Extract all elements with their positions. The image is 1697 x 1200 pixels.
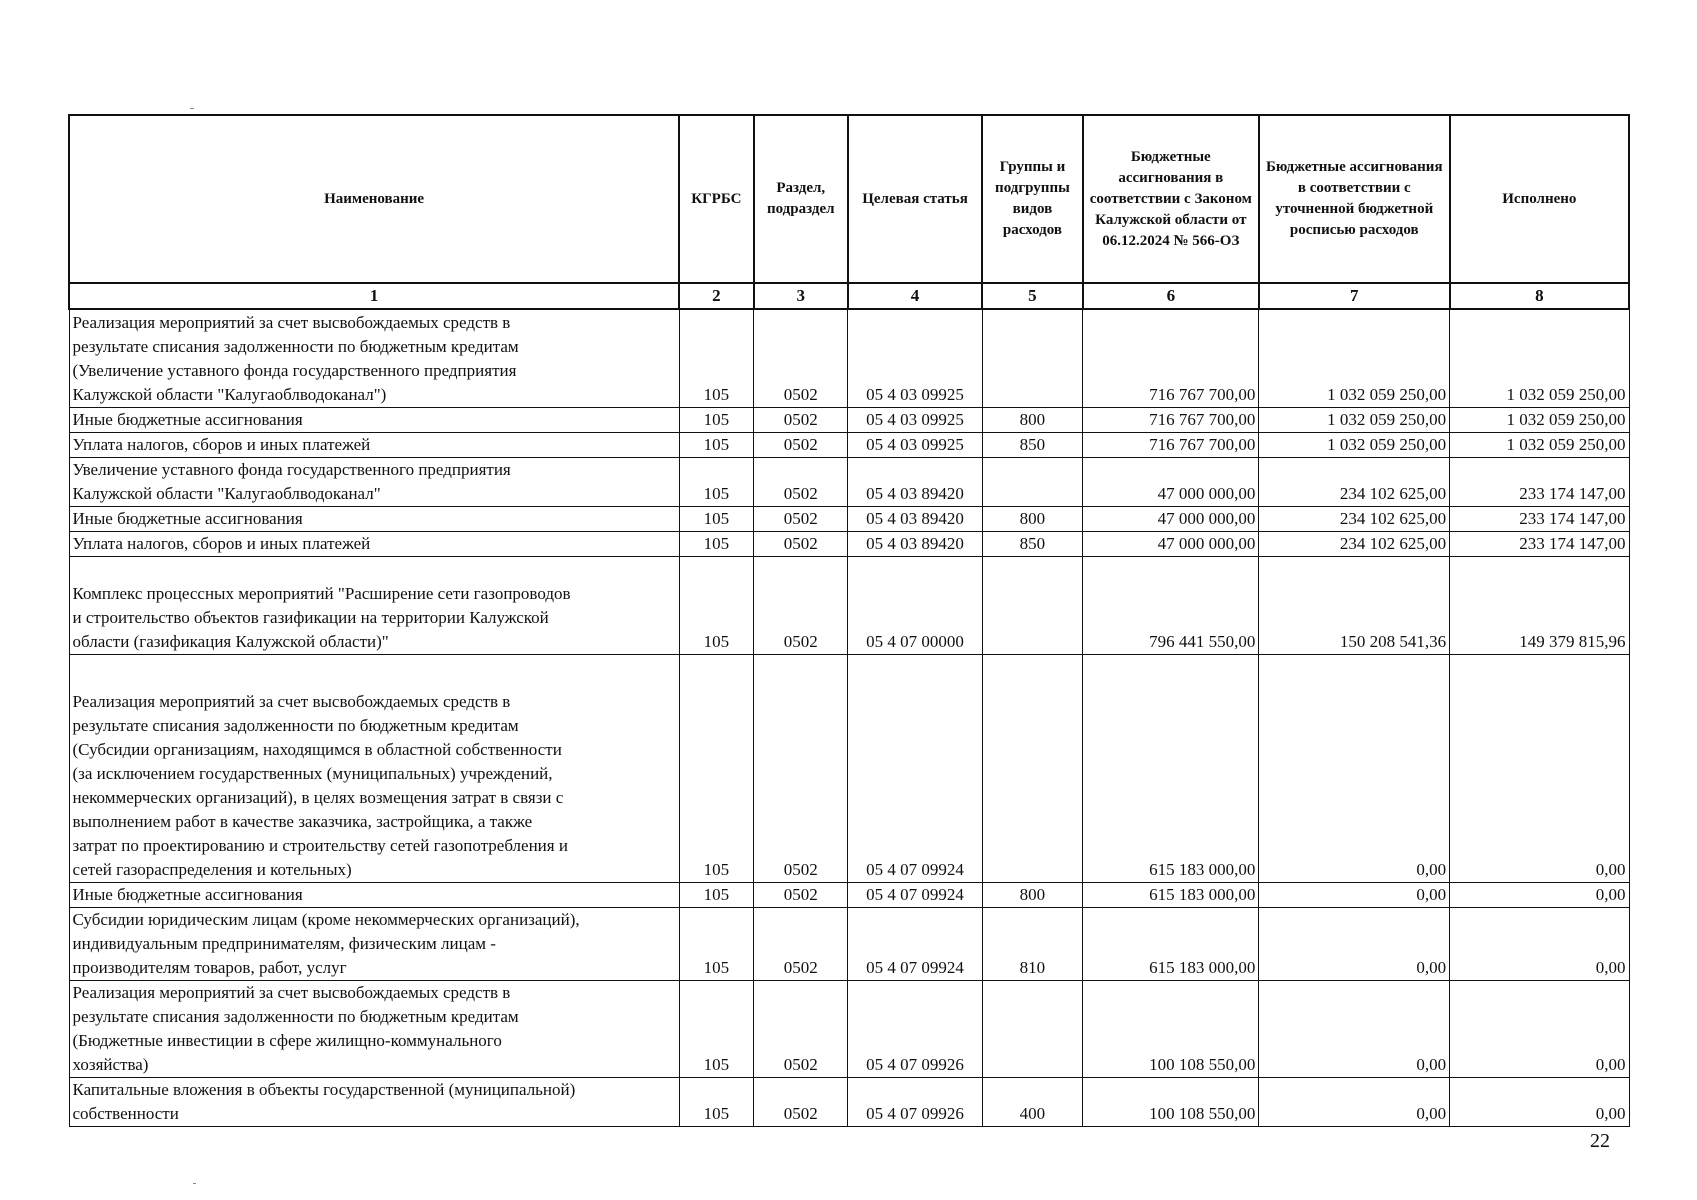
- cell-target-article: 05 4 03 89420: [848, 531, 982, 556]
- table-row: [69, 907, 1629, 980]
- cell-executed: 0,00: [1450, 980, 1629, 1077]
- cell-executed: 1 032 059 250,00: [1450, 309, 1629, 407]
- cell-law-appropriation: 615 183 000,00: [1083, 907, 1259, 980]
- cell-razdel: 0502: [754, 531, 848, 556]
- name-line: (за исключением государственных (муниципальных) учреждений,: [72, 763, 553, 783]
- cell-executed: 1 032 059 250,00: [1450, 432, 1629, 457]
- cell-razdel: 0502: [754, 309, 848, 407]
- name-line: Субсидии юридическим лицам (кроме некоммерческих организаций),: [72, 909, 580, 929]
- table-row: [69, 531, 1629, 556]
- name-line: Иные бюджетные ассигнования: [72, 409, 303, 429]
- cell-executed: 149 379 815,96: [1450, 556, 1629, 654]
- cell-executed: 233 174 147,00: [1450, 457, 1629, 506]
- cell-refined-appropriation: 234 102 625,00: [1259, 531, 1450, 556]
- header-razdel: Раздел, подраздел: [754, 115, 848, 283]
- cell-razdel: 0502: [754, 457, 848, 506]
- cell-law-appropriation: 47 000 000,00: [1083, 506, 1259, 531]
- cell-executed: 0,00: [1450, 654, 1629, 882]
- cell-refined-appropriation: 1 032 059 250,00: [1259, 407, 1450, 432]
- table-body: [69, 309, 1629, 1126]
- cell-expense-group: [982, 556, 1083, 654]
- cell-refined-appropriation: 1 032 059 250,00: [1259, 432, 1450, 457]
- name-line: выполнением работ в качестве заказчика, застройщика, а также: [72, 811, 533, 831]
- name-line: индивидуальным предпринимателям, физическим лицам -: [72, 933, 496, 953]
- name-line: сетей газораспределения и котельных): [72, 859, 352, 879]
- cell-razdel: 0502: [754, 980, 848, 1077]
- cell-expense-group: 850: [982, 432, 1083, 457]
- cell-razdel: 0502: [754, 882, 848, 907]
- cell-kgrbs: 105: [679, 980, 753, 1077]
- column-number-row: [69, 283, 1629, 309]
- name-line: Реализация мероприятий за счет высвобождаемых средств в: [72, 312, 511, 332]
- cell-kgrbs: 105: [679, 309, 753, 407]
- table-row: [69, 654, 1629, 882]
- name-line: Реализация мероприятий за счет высвобождаемых средств в: [72, 691, 511, 711]
- cell-name: [69, 531, 679, 556]
- table-row: [69, 309, 1629, 407]
- cell-expense-group: [982, 654, 1083, 882]
- name-line: хозяйства): [72, 1054, 149, 1074]
- cell-expense-group: 850: [982, 531, 1083, 556]
- name-line: Иные бюджетные ассигнования: [72, 884, 303, 904]
- cell-kgrbs: 105: [679, 654, 753, 882]
- cell-refined-appropriation: 0,00: [1259, 907, 1450, 980]
- cell-name: [69, 506, 679, 531]
- name-line: Уплата налогов, сборов и иных платежей: [72, 533, 371, 553]
- cell-name: [69, 907, 679, 980]
- cell-target-article: 05 4 03 09925: [848, 432, 982, 457]
- cell-target-article: 05 4 07 09926: [848, 980, 982, 1077]
- name-line: Капитальные вложения в объекты государственной (муниципальной): [72, 1079, 576, 1099]
- header-kgrbs: КГРБС: [679, 115, 753, 283]
- cell-razdel: 0502: [754, 506, 848, 531]
- name-line: Увеличение уставного фонда государственного предприятия: [72, 459, 511, 479]
- cell-target-article: 05 4 07 09924: [848, 907, 982, 980]
- cell-name: [69, 432, 679, 457]
- cell-expense-group: 400: [982, 1077, 1083, 1126]
- cell-expense-group: 800: [982, 506, 1083, 531]
- cell-law-appropriation: 47 000 000,00: [1083, 531, 1259, 556]
- cell-kgrbs: 105: [679, 506, 753, 531]
- cell-executed: 0,00: [1450, 907, 1629, 980]
- cell-razdel: 0502: [754, 556, 848, 654]
- cell-law-appropriation: 615 183 000,00: [1083, 654, 1259, 882]
- cell-law-appropriation: 716 767 700,00: [1083, 309, 1259, 407]
- table-row: [69, 882, 1629, 907]
- cell-law-appropriation: 100 108 550,00: [1083, 1077, 1259, 1126]
- table-row: [69, 556, 1629, 654]
- cell-law-appropriation: 47 000 000,00: [1083, 457, 1259, 506]
- table-row: [69, 506, 1629, 531]
- column-number: 4: [848, 283, 982, 309]
- budget-table: [68, 114, 1630, 1127]
- scan-speck: [190, 108, 194, 109]
- cell-target-article: 05 4 03 89420: [848, 457, 982, 506]
- cell-executed: 0,00: [1450, 882, 1629, 907]
- cell-target-article: 05 4 03 89420: [848, 506, 982, 531]
- cell-expense-group: 810: [982, 907, 1083, 980]
- scan-speck: [193, 1183, 196, 1184]
- cell-refined-appropriation: 234 102 625,00: [1259, 457, 1450, 506]
- cell-expense-group: [982, 309, 1083, 407]
- header-expense-groups: Группы и подгруппы видов расходов: [982, 115, 1083, 283]
- name-line: Комплекс процессных мероприятий "Расширение сети газопроводов: [72, 583, 571, 603]
- name-line: и строительство объектов газификации на территории Калужской: [72, 607, 549, 627]
- cell-name: [69, 457, 679, 506]
- cell-refined-appropriation: 0,00: [1259, 1077, 1450, 1126]
- cell-kgrbs: 105: [679, 882, 753, 907]
- cell-law-appropriation: 615 183 000,00: [1083, 882, 1259, 907]
- cell-law-appropriation: 100 108 550,00: [1083, 980, 1259, 1077]
- cell-expense-group: 800: [982, 407, 1083, 432]
- cell-kgrbs: 105: [679, 457, 753, 506]
- name-line: Реализация мероприятий за счет высвобождаемых средств в: [72, 982, 511, 1002]
- column-number: 5: [982, 283, 1083, 309]
- name-line: (Бюджетные инвестиции в сфере жилищно-коммунального: [72, 1030, 502, 1050]
- name-line: результате списания задолженности по бюджетным кредитам: [72, 1006, 519, 1026]
- name-line: производителям товаров, работ, услуг: [72, 957, 347, 977]
- header-name: Наименование: [69, 115, 679, 283]
- table-row: [69, 432, 1629, 457]
- header-executed: Исполнено: [1450, 115, 1629, 283]
- header-target-article: Целевая статья: [848, 115, 982, 283]
- cell-razdel: 0502: [754, 1077, 848, 1126]
- name-line: Иные бюджетные ассигнования: [72, 508, 303, 528]
- cell-target-article: 05 4 07 09924: [848, 654, 982, 882]
- table-row: [69, 457, 1629, 506]
- table-row: [69, 1077, 1629, 1126]
- cell-refined-appropriation: 0,00: [1259, 654, 1450, 882]
- column-number: 1: [69, 283, 679, 309]
- name-line: (Увеличение уставного фонда государственного предприятия: [72, 360, 517, 380]
- cell-refined-appropriation: 234 102 625,00: [1259, 506, 1450, 531]
- column-number: 3: [754, 283, 848, 309]
- cell-kgrbs: 105: [679, 556, 753, 654]
- cell-target-article: 05 4 03 09925: [848, 407, 982, 432]
- name-line: некоммерческих организаций), в целях возмещения затрат в связи с: [72, 787, 564, 807]
- cell-kgrbs: 105: [679, 407, 753, 432]
- cell-name: [69, 556, 679, 654]
- column-number: 2: [679, 283, 753, 309]
- name-line: области (газификация Калужской области)": [72, 631, 389, 651]
- cell-refined-appropriation: 0,00: [1259, 980, 1450, 1077]
- cell-expense-group: [982, 980, 1083, 1077]
- cell-refined-appropriation: 150 208 541,36: [1259, 556, 1450, 654]
- cell-name: [69, 309, 679, 407]
- name-line: Уплата налогов, сборов и иных платежей: [72, 434, 371, 454]
- budget-table-sheet: [68, 114, 1630, 1127]
- name-line: (Субсидии организациям, находящимся в областной собственности: [72, 739, 562, 759]
- cell-refined-appropriation: 1 032 059 250,00: [1259, 309, 1450, 407]
- header-law-appropriations: Бюджетные ассигнования в соответствии с Законом Калужской области от 06.12.2024 № 566-ОЗ: [1083, 115, 1259, 283]
- column-number: 6: [1083, 283, 1259, 309]
- cell-target-article: 05 4 07 09926: [848, 1077, 982, 1126]
- column-number: 8: [1450, 283, 1629, 309]
- cell-kgrbs: 105: [679, 907, 753, 980]
- cell-kgrbs: 105: [679, 432, 753, 457]
- cell-kgrbs: 105: [679, 531, 753, 556]
- cell-executed: 233 174 147,00: [1450, 531, 1629, 556]
- name-line: собственности: [72, 1103, 179, 1123]
- cell-target-article: 05 4 03 09925: [848, 309, 982, 407]
- cell-razdel: 0502: [754, 432, 848, 457]
- header-row: [69, 115, 1629, 283]
- cell-executed: 233 174 147,00: [1450, 506, 1629, 531]
- cell-expense-group: 800: [982, 882, 1083, 907]
- table-row: [69, 980, 1629, 1077]
- cell-razdel: 0502: [754, 907, 848, 980]
- name-line: затрат по проектированию и строительству сетей газопотребления и: [72, 835, 568, 855]
- column-number: 7: [1259, 283, 1450, 309]
- header-refined-appropriations: Бюджетные ассигнования в соответствии с уточненной бюджетной росписью расходов: [1259, 115, 1450, 283]
- name-line: результате списания задолженности по бюджетным кредитам: [72, 715, 519, 735]
- name-line: Калужской области "Калугаоблводоканал": [72, 483, 381, 503]
- cell-name: [69, 882, 679, 907]
- cell-target-article: 05 4 07 09924: [848, 882, 982, 907]
- cell-law-appropriation: 716 767 700,00: [1083, 407, 1259, 432]
- table-row: [69, 407, 1629, 432]
- cell-target-article: 05 4 07 00000: [848, 556, 982, 654]
- cell-razdel: 0502: [754, 654, 848, 882]
- cell-expense-group: [982, 457, 1083, 506]
- cell-law-appropriation: 796 441 550,00: [1083, 556, 1259, 654]
- cell-name: [69, 654, 679, 882]
- cell-name: [69, 980, 679, 1077]
- name-line: результате списания задолженности по бюджетным кредитам: [72, 336, 519, 356]
- cell-executed: 1 032 059 250,00: [1450, 407, 1629, 432]
- cell-refined-appropriation: 0,00: [1259, 882, 1450, 907]
- cell-name: [69, 1077, 679, 1126]
- cell-law-appropriation: 716 767 700,00: [1083, 432, 1259, 457]
- cell-razdel: 0502: [754, 407, 848, 432]
- cell-name: [69, 407, 679, 432]
- cell-executed: 0,00: [1450, 1077, 1629, 1126]
- cell-kgrbs: 105: [679, 1077, 753, 1126]
- page-number: 22: [1590, 1130, 1610, 1152]
- name-line: Калужской области "Калугаоблводоканал"): [72, 384, 387, 404]
